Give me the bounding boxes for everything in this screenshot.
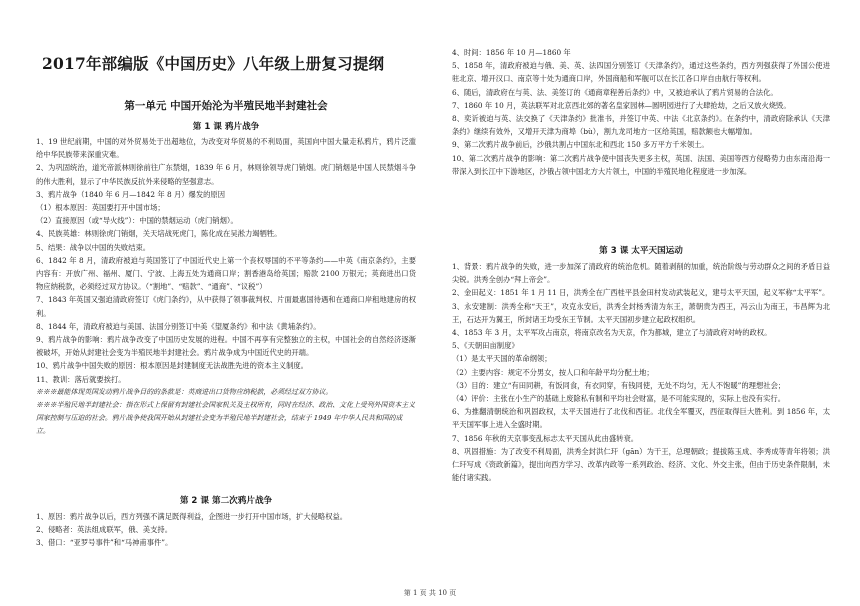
paragraph: 1、19 世纪前期，中国的对外贸易处于出超地位，为改变对华贸易的不利局面，英国向中国大量走私鸦片，鸦片泛滥给中华民族带来深重灾难。 <box>36 137 416 160</box>
paragraph: （4）评价：主张在小生产的基础上废除私有制和平均社会财富，是不可能实现的，实际上也没有实行。 <box>452 394 785 404</box>
paragraph: 3、永安建制：洪秀全称“天王”，攻克永安后，洪秀全封杨秀清为东王，萧朝贵为西王，冯云山为南王，韦昌辉为北王，石达开为翼王，所封诸王均受东王节制。太平天国初步建立起政权组织。 <box>452 301 830 324</box>
paragraph: 7、1856 年秋的天京事变乱标志太平天国从此由盛转衰。 <box>452 433 639 443</box>
paragraph: 4、1853 年 3 月，太平军攻占南京，将南京改名为天京，作为都城，建立了与清政府对峙的政权。 <box>452 328 772 338</box>
paragraph: 8、巩固措施：为了改变不利局面，洪秀全封洪仁玕（gān）为干王，总理朝政；提拔陈玉成、李秀成等青年将领；洪仁玕写成《资政新篇》，提出向西方学习、改革内政等一系列政治、经济、文化、外交主张，但由于历史条件限制，未能付诸实践。 <box>452 446 830 483</box>
paragraph: 4、民族英雄：林则徐虎门销烟，关天培战死虎门，陈化成在吴淞力竭牺牲。 <box>36 229 282 239</box>
paragraph: 2、为巩固统治，道光帝派林则徐前往广东禁烟，1839 年 6 月，林则徐领导虎门销烟。虎门销烟是中国人民禁烟斗争的伟大胜利，显示了中华民族反抗外来侵略的坚强意志。 <box>36 163 416 186</box>
paragraph: 9、第二次鸦片战争前后，沙俄共割占中国东北和西北 150 多万平方千米领土。 <box>452 140 709 150</box>
paragraph: 6、为推翻清朝统治和巩固政权，太平天国进行了北伐和西征。北伐全军覆灭，西征取得巨大胜利。到 1856 年，太平天国军事上进入全盛时期。 <box>452 407 830 430</box>
lesson-2-body-left <box>36 510 416 550</box>
lesson-3-title: 第 3 课 太平天国运动 <box>599 246 683 256</box>
paragraph: （2）直接原因（或“导火线”）：中国的禁烟运动（虎门销烟）。 <box>36 216 238 226</box>
paragraph: 11、教训：落后就要挨打。 <box>36 374 126 384</box>
paragraph: 10、第二次鸦片战争的影响：第二次鸦片战争使中国丧失更多主权，英国、法国、美国等西方侵略势力由东南沿海一带深入到长江中下游地区，沙俄占领中国北方大片领土，中国的半殖民地化程度进一步加深。 <box>452 153 830 176</box>
paragraph: （3）目的：建立“有田同耕，有饭同食，有衣同穿，有钱同使，无处不均匀，无人不饱暖”的理想社会； <box>452 380 786 390</box>
paragraph: 5、1858 年，清政府被迫与俄、美、英、法四国分别签订《天津条约》，通过这些条约，西方列强获得了外国公使进驻北京、增开汉口、南京等十处为通商口岸，外国商船和军舰可以在长江各口岸自由航行等权利。 <box>452 61 830 84</box>
lesson-1-body <box>36 135 416 439</box>
paragraph: （2）主要内容：规定不分男女，按人口和年龄平均分配土地； <box>452 367 654 377</box>
unit-1-title: 第一单元 中国开始沦为半殖民地半封建社会 <box>124 100 328 112</box>
paragraph: 2、侵略者：英法组成联军，俄、美支持。 <box>36 525 172 535</box>
document-title: 2017年部编版《中国历史》八年级上册复习提纲 <box>42 54 385 73</box>
paragraph: （1）是太平天国的革命纲领； <box>452 354 552 364</box>
paragraph: 9、鸦片战争的影响：鸦片战争改变了中国历史发展的进程。中国不再享有完整独立的主权，中国社会的自然经济逐渐被破坏，开始从封建社会变为半殖民地半封建社会。鸦片战争成为中国近代史的开端。 <box>36 335 416 358</box>
paragraph: 4、时间：1856 年 10 月—1860 年 <box>452 48 571 57</box>
paragraph: 6、随后，清政府在与英、法、美签订的《通商章程善后条约》中，又被迫承认了鸦片贸易的合法化。 <box>452 87 778 97</box>
paragraph: 3、鸦片战争（1840 年 6 月—1842 年 8 月）爆发的原因 <box>36 189 226 199</box>
lesson-3-body <box>452 260 830 484</box>
paragraph: 7、1860 年 10 月，英法联军对北京西北郊的著名皇家园林—圆明园进行了大肆抢劫，之后又放火烧毁。 <box>452 100 791 110</box>
paragraph: 8、奕䜣被迫与英、法交换了《天津条约》批准书，并签订中英、中法《北京条约》。在条约中，清政府除承认《天津条约》继续有效外，又增开天津为商埠（bù），割九龙司地方一区给英国，赔款额也大幅增加。 <box>452 114 830 137</box>
paragraph: 7、1843 年英国又强迫清政府签订《虎门条约》，从中获得了领事裁判权、片面最惠国待遇和在通商口岸租地建房的权利。 <box>36 295 416 318</box>
page-footer: 第 1 页 共 10 页 <box>403 589 457 597</box>
paragraph: （1）根本原因：英国要打开中国市场； <box>36 203 165 213</box>
paragraph: 3、借口：“亚罗号事件”和“马神甫事件”。 <box>36 538 173 548</box>
paragraph: 1、原因：鸦片战争以后，西方列强不满足既得利益，企图进一步打开中国市场，扩大侵略权益。 <box>36 512 348 521</box>
paragraph: 10、鸦片战争中国失败的原因：根本原因是封建制度无法战胜先进的资本主义制度。 <box>36 361 308 371</box>
paragraph: 1、背景：鸦片战争的失败，进一步加深了清政府的统治危机。随着剥削的加重，统治阶级与劳动群众之间的矛盾日益尖锐。洪秀全创办“拜上帝会”。 <box>452 262 830 285</box>
lesson-1-title: 第 1 课 鸦片战争 <box>192 122 260 132</box>
lesson-2-title: 第 2 课 第二次鸦片战争 <box>179 496 273 506</box>
paragraph: 5、结果：战争以中国的失败结束。 <box>36 242 151 252</box>
paragraph: 6、1842 年 8 月，清政府被迫与英国签订了中国近代史上第一个丧权辱国的不平等条约——中英《南京条约》，主要内容有：开放广州、福州、厦门、宁波、上海五处为通商口岸；割香港岛给英国；赔款 2100 万银元；英商进出口货物应纳税款，必须经过双方协议。（“割地”、“赔款”、“通商”、“议税”） <box>36 255 416 292</box>
paragraph: 8、1844 年，清政府被迫与美国、法国分别签订中美《望厦条约》和中法《黄埔条约》。 <box>36 321 321 331</box>
note: ※※※最能体现英国发动鸦片战争目的的条款是：英商进出口货物应纳税款，必须经过双方协议。 <box>36 387 333 396</box>
paragraph: 5、《天朝田亩制度》 <box>452 341 519 351</box>
note: ※※※半殖民地半封建社会：指在形式上保留有封建社会国家机关及主权所有，同时在经济、政治、文化上受列外国资本主义国家控制与压迫的社会。鸦片战争使我国开始从封建社会变为半殖民地半封建社会，结束于 1949 年中华人民共和国的成立。 <box>36 401 415 436</box>
lesson-2-body-right <box>452 46 830 178</box>
paragraph: 2、金田起义：1851 年 1 月 11 日，洪秀全在广西桂平县金田村发动武装起义，建号太平天国，起义军称“太平军”。 <box>452 288 830 298</box>
